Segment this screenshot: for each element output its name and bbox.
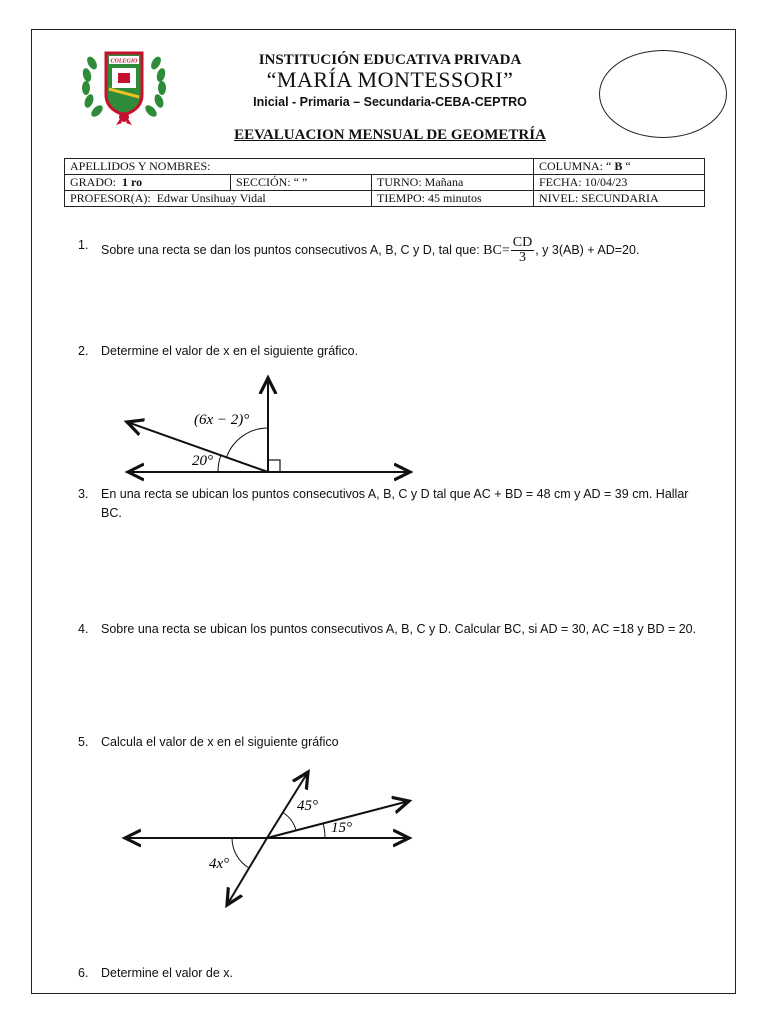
question-text: Determine el valor de x. <box>101 966 234 980</box>
question-text: Sobre una recta se dan los puntos consecutivos A, B, C y D, tal que: <box>101 242 484 257</box>
shift-field: TURNO: Mañana <box>372 175 534 191</box>
angle-label-4x: 4x° <box>209 856 230 872</box>
question-1 <box>78 236 708 265</box>
question-number: 4. <box>78 622 89 636</box>
column-field: COLUMNA: “ B “ <box>534 159 705 175</box>
names-field[interactable]: APELLIDOS Y NOMBRES: <box>65 159 534 175</box>
section-field[interactable]: SECCIÓN: “ ” <box>231 175 372 191</box>
arc-left <box>218 455 221 472</box>
right-angle-mark <box>268 460 280 472</box>
formula-lhs: BC= <box>483 242 510 258</box>
formula-fraction: $\frac{CD}{3}$ <box>512 235 533 265</box>
question-text: En una recta se ubican los puntos consecutivos A, B, C y D tal que AC + BD = 48 cm y AD = 39 cm. Hallar BC. <box>101 487 689 520</box>
question-number: 6. <box>78 966 89 980</box>
question-4 <box>78 620 708 639</box>
arc-4x <box>232 838 249 868</box>
question-text: Determine el valor de x en el siguiente gráfico. <box>101 344 359 358</box>
school-logo <box>78 45 170 125</box>
arc-15 <box>323 823 325 838</box>
arc-top <box>227 428 269 457</box>
exam-title: EEVALUACION MENSUAL DE GEOMETRÍA <box>234 127 546 143</box>
angle-label-15: 15° <box>331 820 352 836</box>
arc-45 <box>283 813 296 831</box>
level-field: NIVEL: SECUNDARIA <box>534 191 705 207</box>
institution-heading: INSTITUCIÓN EDUCATIVA PRIVADA <box>258 52 522 68</box>
question-2 <box>78 342 708 361</box>
angle-label-45: 45° <box>297 798 318 814</box>
question-number: 2. <box>78 344 89 358</box>
question-text-cont: , y 3(AB) + AD=20. <box>535 242 640 257</box>
question-number: 1. <box>78 238 89 252</box>
student-info-table <box>64 158 705 207</box>
figure-angles-2 <box>115 764 425 912</box>
angle-label-left: 20° <box>192 453 213 469</box>
logo-text: COLEGIO <box>110 58 138 65</box>
question-text: Calcula el valor de x en el siguiente gráfico <box>101 735 339 749</box>
question-6 <box>78 964 708 983</box>
photo-oval <box>599 50 727 138</box>
question-number: 3. <box>78 487 89 501</box>
teacher-field: PROFESOR(A): Edwar Unsihuay Vidal <box>65 191 372 207</box>
question-text: Sobre una recta se ubican los puntos consecutivos A, B, C y D. Calcular BC, si AD = 30, AC =18 y BD = 20. <box>101 622 697 636</box>
time-field: TIEMPO: 45 minutos <box>372 191 534 207</box>
question-3 <box>78 485 708 523</box>
school-name: “MARÍA MONTESSORI” <box>266 67 514 92</box>
question-number: 5. <box>78 735 89 749</box>
figure-angles-1 <box>110 372 430 484</box>
school-levels: Inicial - Primaria – Secundaria-CEBA-CEPTRO <box>253 95 527 109</box>
angle-label-top: (6x − 2)° <box>194 412 250 428</box>
question-5 <box>78 733 708 752</box>
date-field: FECHA: 10/04/23 <box>534 175 705 191</box>
grade-field: GRADO: 1 ro <box>65 175 231 191</box>
